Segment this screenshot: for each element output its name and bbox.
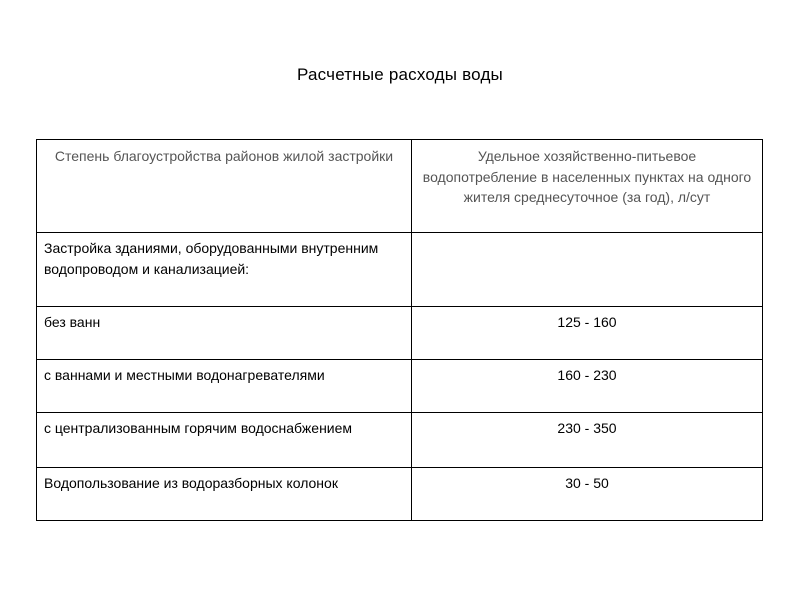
table-row bbox=[37, 360, 763, 413]
row-value bbox=[412, 233, 763, 307]
row-value: 125 - 160 bbox=[412, 307, 763, 360]
water-consumption-table bbox=[36, 139, 763, 521]
table-row bbox=[37, 468, 763, 521]
table-row bbox=[37, 307, 763, 360]
header-cell-specific-consumption: Удельное хозяйственно-питьевое водопотребление в населенных пунктах на одного жителя среднесуточное (за год), л/сут bbox=[412, 140, 763, 233]
page-title: Расчетные расходы воды bbox=[297, 65, 503, 84]
table-row bbox=[37, 413, 763, 468]
row-label: Водопользование из водоразборных колонок bbox=[37, 468, 412, 521]
row-value: 30 - 50 bbox=[412, 468, 763, 521]
row-value: 230 - 350 bbox=[412, 413, 763, 468]
header-cell-improvement-degree: Степень благоустройства районов жилой застройки bbox=[37, 140, 412, 233]
row-value: 160 - 230 bbox=[412, 360, 763, 413]
row-label: с ваннами и местными водонагревателями bbox=[37, 360, 412, 413]
row-label: без ванн bbox=[37, 307, 412, 360]
row-label: Застройка зданиями, оборудованными внутренним водопроводом и канализацией: bbox=[37, 233, 412, 307]
table-header-row bbox=[37, 140, 763, 233]
table-row bbox=[37, 233, 763, 307]
row-label: с централизованным горячим водоснабжением bbox=[37, 413, 412, 468]
